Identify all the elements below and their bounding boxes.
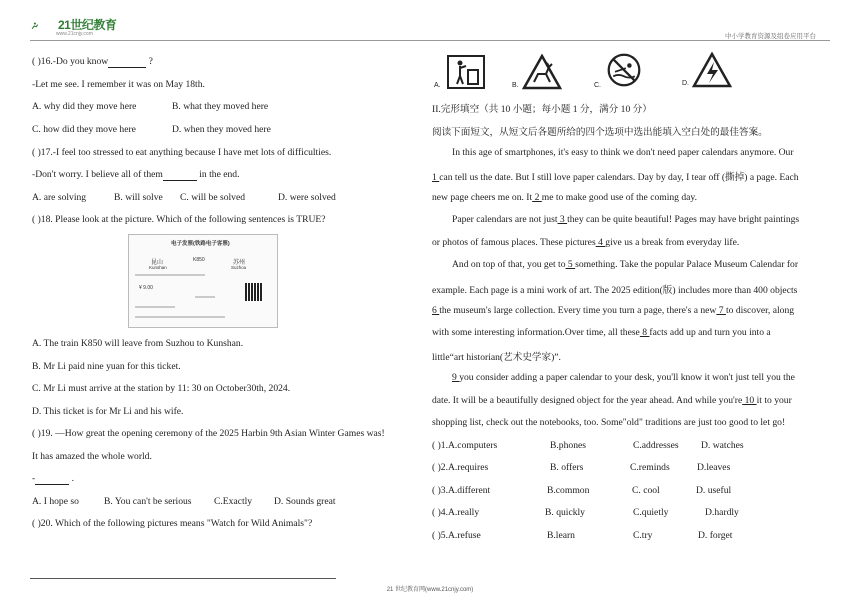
passage-line: In this age of smartphones, it's easy to think we don't need paper calendars anymore. Our: [452, 147, 794, 158]
question-19-reply: - .: [32, 473, 74, 484]
option-a: A. why did they move here: [32, 101, 137, 112]
logo-subtext: www.21cnjy.com: [56, 31, 93, 37]
ticket-from: 昆山: [151, 260, 164, 266]
answer-blank: [163, 169, 197, 181]
passage-line: Paper calendars are not just 3 they can be quite beautiful! Pages may have bright paintings: [452, 214, 800, 225]
sign-label-a: A.: [434, 82, 441, 89]
logo-runner-icon: [30, 14, 58, 38]
option-b: B. what they moved here: [172, 101, 269, 112]
wild-animal-sign-icon: [522, 54, 562, 90]
option-c: C. will be solved: [180, 192, 246, 203]
section-title: II.完形填空（共 10 小题；每小题 1 分，满分 10 分）: [432, 104, 652, 115]
qr-code-icon: [245, 283, 263, 301]
option-c: C.addresses: [633, 440, 679, 451]
ticket-to-pinyin: Suzhou: [231, 265, 247, 270]
question-19-line2: It has amazed the whole world.: [32, 451, 152, 462]
passage-line: date. It will be a beautifully designed object for the year ahead. And while you're 10 it to your: [432, 395, 792, 406]
option-d: D. useful: [696, 485, 732, 496]
option-a: A. The train K850 will leave from Suzhou to Kunshan.: [32, 338, 244, 349]
option-row: ( )2.A.requires: [432, 462, 489, 473]
sign-label-c: C.: [594, 82, 601, 89]
option-d: D. when they moved here: [172, 124, 271, 135]
question-16: ( )16.-Do you know ?: [32, 56, 153, 67]
question-18: ( )18. Please look at the picture. Which of the following sentences is TRUE?: [32, 214, 326, 225]
option-b: B. Mr Li paid nine yuan for this ticket.: [32, 361, 181, 372]
footer-divider: [30, 578, 336, 579]
option-d: D. forget: [698, 530, 733, 541]
option-row: ( )4.A.really: [432, 507, 480, 518]
no-swimming-sign-icon: [604, 52, 644, 88]
passage-line: shopping list, check out the notebooks, too. Some"old" traditions are just too good to let go!: [432, 417, 786, 428]
option-b: B. will solve: [114, 192, 163, 203]
footer-text: 21 世纪教育网(www.21cnjy.com): [386, 587, 474, 593]
option-d: D.hardly: [705, 507, 739, 518]
option-c: C. cool: [632, 485, 660, 496]
option-d: D. were solved: [278, 192, 336, 203]
option-c: C. Mr Li must arrive at the station by 11: 30 on October30th, 2024.: [32, 383, 291, 394]
logo-text: 21世纪教育: [58, 18, 117, 32]
option-b: B. offers: [550, 462, 584, 473]
passage-line: example. Each page is a mini work of art. The 2025 edition(版) includes more than 400 objects: [432, 285, 798, 296]
answer-blank: [108, 56, 146, 68]
question-17: ( )17.-I feel too stressed to eat anything because I have met lots of difficulties.: [32, 147, 332, 158]
passage-line: 6 the museum's large collection. Every time you turn a page, there's a new 7 to discover, along: [432, 305, 795, 316]
ticket-train: K850: [193, 257, 205, 263]
question-17-reply: -Don't worry. I believe all of them in the end.: [32, 169, 240, 180]
option-c: C. how did they move here: [32, 124, 136, 135]
option-c: C.quietly: [633, 507, 669, 518]
electric-shock-sign-icon: [692, 52, 732, 88]
question-19: ( )19. —How great the opening ceremony of the 2025 Harbin 9th Asian Winter Games was!: [32, 428, 385, 439]
ticket-from-pinyin: Kunshan: [149, 265, 167, 270]
passage-line: And on top of that, you get to 5 something. Take the popular Palace Museum Calendar for: [452, 259, 799, 270]
ticket-title: 电子发票(铁路电子客票): [171, 241, 230, 247]
option-row: ( )3.A.different: [432, 485, 491, 496]
option-row: ( )1.A.computers: [432, 440, 498, 451]
option-d: D.leaves: [697, 462, 731, 473]
option-c: C.Exactly: [214, 496, 253, 507]
option-c: C.try: [633, 530, 653, 541]
ticket-text-lines: [135, 273, 245, 323]
question-20: ( )20. Which of the following pictures means "Watch for Wild Animals"?: [32, 518, 313, 529]
header-divider: [30, 40, 830, 41]
passage-line: with some interesting information.Over time, all these 8 facts add up and turn you into a: [432, 327, 771, 338]
option-a: A. I hope so: [32, 496, 79, 507]
answer-blank: [35, 473, 69, 485]
option-b: B. quickly: [545, 507, 585, 518]
option-b: B. You can't be serious: [104, 496, 192, 507]
passage-line: or photos of famous places. These pictures 4 give us a break from everyday life.: [432, 237, 740, 248]
option-b: B.phones: [550, 440, 586, 451]
question-16-reply: -Let me see. I remember it was on May 18th.: [32, 79, 205, 90]
option-d: D. Sounds great: [274, 496, 336, 507]
option-c: C.reminds: [630, 462, 670, 473]
passage-line: little“art historian(艺术史学家)”.: [432, 352, 561, 363]
section-instruction: 阅读下面短文，从短文后各题所给的四个选项中选出能填入空白处的最佳答案。: [432, 127, 768, 138]
option-b: B.learn: [547, 530, 575, 541]
sign-label-d: D.: [682, 80, 689, 87]
ticket-to: 苏州: [233, 260, 246, 266]
option-d: D. This ticket is for Mr Li and his wife.: [32, 406, 184, 417]
ticket-price: ¥ 9.00: [139, 285, 153, 291]
header-platform-name: 中小学教育资源及组卷应用平台: [725, 33, 816, 40]
passage-line: 1 can tell us the date. But I still love paper calendars. Day by day, I tear off (撕掉) a page. Each: [432, 172, 799, 183]
option-a: A. are solving: [32, 192, 87, 203]
passage-line: 9 you consider adding a paper calendar to your desk, you'll know it won't just tell you the: [452, 372, 795, 383]
trash-bin-sign-icon: [446, 54, 486, 90]
train-ticket-image: [128, 234, 278, 328]
option-b: B.common: [547, 485, 590, 496]
sign-label-b: B.: [512, 82, 519, 89]
passage-line: new page cheers me on. It 2 me to make good use of the coming day.: [432, 192, 698, 203]
option-d: D. watches: [701, 440, 744, 451]
option-row: ( )5.A.refuse: [432, 530, 481, 541]
